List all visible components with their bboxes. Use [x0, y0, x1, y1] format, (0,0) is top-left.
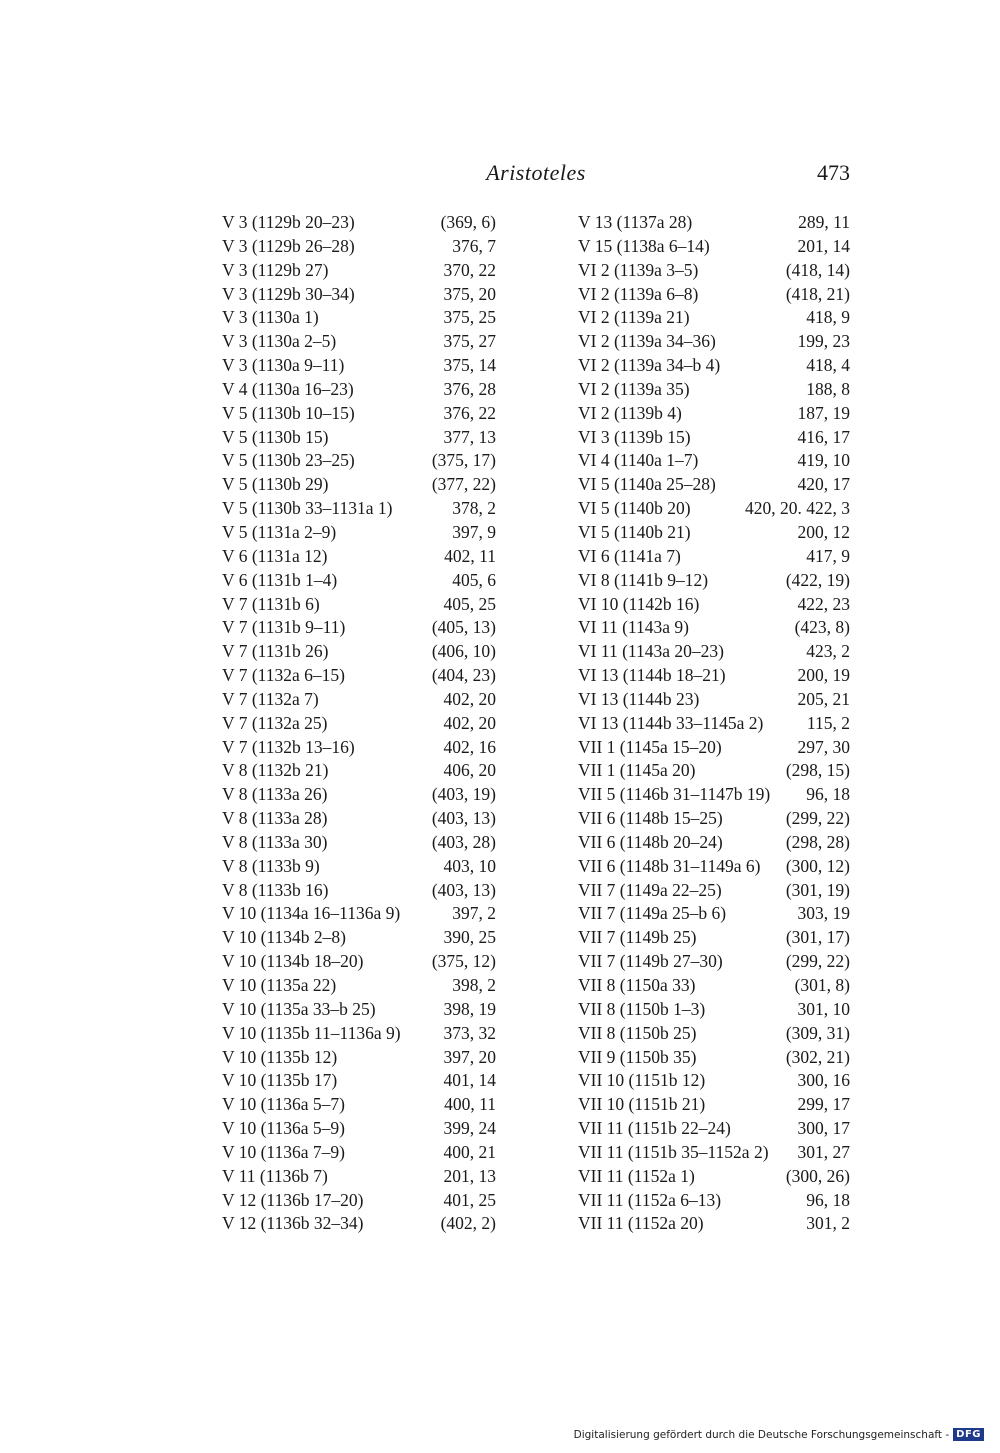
entry-reference: V 10 (1135a 22) — [222, 975, 337, 995]
index-entry — [222, 1070, 496, 1094]
entry-location: 398, 2 — [452, 975, 496, 995]
entry-reference: V 3 (1130a 1) — [222, 307, 319, 328]
entry-reference: VI 2 (1139a 6–8) — [578, 283, 699, 304]
entry-reference: V 15 (1138a 6–14) — [578, 235, 710, 256]
entry-location: (406, 10) — [431, 641, 496, 662]
index-entry — [578, 975, 850, 999]
entry-reference: VI 3 (1139b 15) — [578, 426, 691, 447]
entry-reference: V 5 (1130b 29) — [222, 474, 329, 495]
entry-reference: V 8 (1132b 21) — [222, 760, 329, 781]
entry-reference: VI 10 (1142b 16) — [578, 593, 700, 614]
entry-location: 397, 9 — [452, 521, 496, 542]
entry-location: (377, 22) — [431, 474, 496, 495]
index-entry — [578, 760, 850, 784]
entry-location: 403, 10 — [443, 855, 496, 876]
entry-location: 419, 10 — [797, 450, 850, 471]
footer-text: Digitalisierung gefördert durch die Deutsche Forschungsgemeinschaft - — [573, 1428, 950, 1441]
index-entry — [578, 331, 850, 355]
index-entry — [222, 1190, 496, 1214]
entry-location: 300, 16 — [797, 1070, 850, 1091]
entry-reference: VI 2 (1139a 34–b 4) — [578, 355, 721, 376]
entry-reference: V 6 (1131a 12) — [222, 545, 328, 566]
entry-reference: V 11 (1136b 7) — [222, 1165, 328, 1186]
index-entry — [578, 1213, 850, 1237]
index-entry — [578, 260, 850, 284]
index-entry — [222, 760, 496, 784]
entry-reference: V 10 (1136a 7–9) — [222, 1141, 345, 1162]
index-entry — [578, 1023, 850, 1047]
entry-reference: VI 2 (1139a 3–5) — [578, 259, 699, 280]
entry-reference: V 6 (1131b 1–4) — [222, 569, 338, 590]
entry-location: (301, 17) — [785, 927, 850, 948]
entry-reference: VII 6 (1148b 31–1149a 6) — [578, 855, 761, 876]
entry-reference: VII 10 (1151b 12) — [578, 1070, 706, 1091]
index-entry — [578, 665, 850, 689]
entry-location: 402, 11 — [444, 545, 496, 566]
entry-location: (403, 19) — [431, 784, 496, 805]
index-entry — [578, 498, 850, 522]
index-entry — [578, 617, 850, 641]
entry-reference: VII 5 (1146b 31–1147b 19) — [578, 784, 771, 805]
entry-location: 402, 16 — [443, 736, 496, 757]
entry-location: 370, 22 — [443, 259, 496, 280]
entry-reference: V 10 (1135a 33–b 25) — [222, 998, 376, 1019]
index-entry — [222, 951, 496, 975]
entry-location: 299, 17 — [797, 1094, 850, 1115]
entry-location: 375, 25 — [443, 307, 496, 328]
entry-reference: VI 11 (1143a 20–23) — [578, 641, 724, 662]
index-entry — [222, 1047, 496, 1071]
entry-reference: VII 6 (1148b 20–24) — [578, 831, 723, 852]
entry-reference: V 7 (1132a 25) — [222, 712, 328, 733]
index-entry — [222, 522, 496, 546]
index-entry — [578, 1070, 850, 1094]
entry-location: (299, 22) — [785, 808, 850, 829]
entry-reference: V 5 (1130b 33–1131a 1) — [222, 498, 393, 519]
digitization-footer — [574, 1428, 984, 1441]
entry-location: 301, 2 — [806, 1213, 850, 1234]
index-entry — [222, 594, 496, 618]
entry-reference: V 10 (1136a 5–9) — [222, 1118, 345, 1139]
entry-location: 377, 13 — [443, 426, 496, 447]
index-entry — [578, 1142, 850, 1166]
index-entry — [222, 546, 496, 570]
entry-location: 376, 7 — [452, 235, 496, 256]
entry-location: 406, 20 — [443, 760, 496, 781]
index-entry — [222, 498, 496, 522]
entry-reference: VII 6 (1148b 15–25) — [578, 808, 723, 829]
index-entry — [222, 427, 496, 451]
entry-location: (405, 13) — [431, 617, 496, 638]
entry-reference: V 8 (1133b 9) — [222, 855, 320, 876]
entry-location: 420, 20. 422, 3 — [745, 498, 850, 519]
index-entry — [578, 474, 850, 498]
entry-location: (418, 14) — [785, 259, 850, 280]
index-entry — [578, 450, 850, 474]
entry-reference: V 8 (1133a 26) — [222, 784, 328, 805]
entry-location: (302, 21) — [785, 1046, 850, 1067]
index-entry — [222, 617, 496, 641]
entry-reference: V 10 (1134a 16–1136a 9) — [222, 903, 401, 924]
entry-reference: V 4 (1130a 16–23) — [222, 378, 354, 399]
entry-location: 96, 18 — [806, 784, 850, 805]
index-entry — [578, 880, 850, 904]
entry-reference: V 10 (1134b 18–20) — [222, 951, 364, 972]
index-entry — [578, 903, 850, 927]
entry-location: 188, 8 — [806, 378, 850, 399]
index-entry — [222, 474, 496, 498]
entry-location: 199, 23 — [797, 331, 850, 352]
entry-location: 300, 17 — [797, 1118, 850, 1139]
index-entry — [222, 355, 496, 379]
entry-reference: VI 13 (1144b 18–21) — [578, 665, 726, 686]
index-entry — [222, 1142, 496, 1166]
entry-location: (298, 28) — [785, 831, 850, 852]
index-entry — [222, 927, 496, 951]
index-entry — [222, 975, 496, 999]
entry-location: (422, 19) — [785, 569, 850, 590]
entry-reference: VII 7 (1149b 27–30) — [578, 951, 723, 972]
index-entry — [222, 880, 496, 904]
entry-reference: V 3 (1129b 20–23) — [222, 212, 355, 232]
entry-reference: VII 8 (1150a 33) — [578, 975, 696, 995]
entry-reference: VI 5 (1140b 21) — [578, 521, 691, 542]
entry-location: (375, 17) — [431, 450, 496, 471]
entry-location: 303, 19 — [797, 903, 850, 924]
index-entry — [222, 1166, 496, 1190]
index-entry — [222, 737, 496, 761]
index-entry — [578, 689, 850, 713]
entry-reference: V 3 (1129b 30–34) — [222, 283, 355, 304]
entry-reference: VII 7 (1149a 22–25) — [578, 879, 722, 900]
index-entry — [222, 832, 496, 856]
entry-location: (298, 15) — [785, 760, 850, 781]
entry-location: (299, 22) — [785, 951, 850, 972]
entry-reference: VII 8 (1150b 1–3) — [578, 998, 706, 1019]
entry-location: 418, 4 — [806, 355, 850, 376]
entry-location: (402, 2) — [440, 1213, 496, 1234]
entry-reference: V 5 (1130b 23–25) — [222, 450, 355, 471]
index-entry — [222, 403, 496, 427]
entry-reference: V 3 (1130a 9–11) — [222, 355, 345, 376]
entry-location: 96, 18 — [806, 1189, 850, 1210]
entry-location: 375, 20 — [443, 283, 496, 304]
index-entry — [578, 594, 850, 618]
index-column-left — [222, 212, 496, 1237]
entry-location: 201, 14 — [797, 235, 850, 256]
entry-reference: V 5 (1130b 15) — [222, 426, 329, 447]
index-entry — [578, 999, 850, 1023]
index-entry — [222, 331, 496, 355]
index-entry — [578, 546, 850, 570]
entry-reference: VII 1 (1145a 20) — [578, 760, 696, 781]
entry-location: 301, 10 — [797, 998, 850, 1019]
entry-reference: V 12 (1136b 32–34) — [222, 1213, 364, 1234]
entry-location: (369, 6) — [440, 212, 496, 232]
entry-location: 417, 9 — [806, 545, 850, 566]
entry-reference: V 8 (1133a 28) — [222, 808, 328, 829]
entry-reference: V 7 (1132a 6–15) — [222, 665, 345, 686]
running-title: Aristoteles — [486, 160, 586, 185]
entry-location: 115, 2 — [806, 712, 850, 733]
entry-location: 187, 19 — [797, 402, 850, 423]
entry-reference: VII 11 (1152a 1) — [578, 1165, 695, 1186]
index-entry — [578, 212, 850, 236]
entry-location: 289, 11 — [798, 212, 850, 232]
entry-location: 376, 28 — [443, 378, 496, 399]
index-entry — [222, 379, 496, 403]
entry-location: 420, 17 — [797, 474, 850, 495]
entry-location: (309, 31) — [785, 1022, 850, 1043]
index-entry — [578, 641, 850, 665]
entry-location: 373, 32 — [443, 1022, 496, 1043]
index-entry — [222, 1213, 496, 1237]
index-entry — [578, 737, 850, 761]
index-entry — [578, 1118, 850, 1142]
entry-reference: V 10 (1136a 5–7) — [222, 1094, 345, 1115]
index-entry — [222, 689, 496, 713]
index-entry — [578, 522, 850, 546]
index-entry — [222, 665, 496, 689]
entry-reference: V 3 (1129b 27) — [222, 259, 329, 280]
entry-reference: VI 13 (1144b 33–1145a 2) — [578, 712, 764, 733]
entry-reference: VI 2 (1139a 35) — [578, 378, 690, 399]
entry-reference: V 13 (1137a 28) — [578, 212, 693, 232]
index-entry — [578, 1190, 850, 1214]
index-column-right — [578, 212, 850, 1237]
entry-location: 405, 6 — [452, 569, 496, 590]
index-entry — [578, 784, 850, 808]
entry-reference: V 12 (1136b 17–20) — [222, 1189, 364, 1210]
index-entry — [222, 284, 496, 308]
entry-reference: V 7 (1132a 7) — [222, 688, 319, 709]
entry-location: 205, 21 — [797, 688, 850, 709]
index-entry — [578, 1094, 850, 1118]
index-entry — [578, 236, 850, 260]
page-header — [222, 160, 850, 194]
entry-location: 416, 17 — [797, 426, 850, 447]
entry-location: 401, 14 — [443, 1070, 496, 1091]
entry-reference: V 8 (1133b 16) — [222, 879, 329, 900]
entry-reference: V 5 (1130b 10–15) — [222, 402, 355, 423]
entry-location: 399, 24 — [443, 1118, 496, 1139]
entry-location: (403, 13) — [431, 879, 496, 900]
entry-location: (301, 8) — [794, 975, 850, 995]
index-entry — [578, 713, 850, 737]
index-entry — [222, 903, 496, 927]
index-entry — [578, 355, 850, 379]
entry-reference: VI 4 (1140a 1–7) — [578, 450, 699, 471]
entry-reference: V 10 (1135b 11–1136a 9) — [222, 1022, 401, 1043]
entry-location: 402, 20 — [443, 712, 496, 733]
index-entry — [222, 307, 496, 331]
entry-reference: VI 11 (1143a 9) — [578, 617, 689, 638]
entry-location: 200, 12 — [797, 521, 850, 542]
entry-reference: V 7 (1131b 26) — [222, 641, 329, 662]
entry-location: (418, 21) — [785, 283, 850, 304]
entry-reference: VI 2 (1139b 4) — [578, 402, 682, 423]
entry-location: 398, 19 — [443, 998, 496, 1019]
index-entry — [578, 427, 850, 451]
entry-location: 397, 20 — [443, 1046, 496, 1067]
entry-location: 400, 11 — [444, 1094, 496, 1115]
entry-reference: VII 11 (1152a 6–13) — [578, 1189, 722, 1210]
index-entry — [578, 307, 850, 331]
entry-reference: VI 5 (1140a 25–28) — [578, 474, 716, 495]
entry-reference: VII 1 (1145a 15–20) — [578, 736, 722, 757]
entry-location: 390, 25 — [443, 927, 496, 948]
entry-reference: VI 6 (1141a 7) — [578, 545, 681, 566]
entry-location: (403, 13) — [431, 808, 496, 829]
entry-reference: VII 8 (1150b 25) — [578, 1022, 697, 1043]
entry-reference: VI 5 (1140b 20) — [578, 498, 691, 519]
index-entry — [222, 856, 496, 880]
entry-location: (403, 28) — [431, 831, 496, 852]
entry-reference: V 7 (1132b 13–16) — [222, 736, 355, 757]
entry-location: 376, 22 — [443, 402, 496, 423]
entry-location: 375, 27 — [443, 331, 496, 352]
index-entry — [222, 1023, 496, 1047]
index-entry — [222, 999, 496, 1023]
entry-reference: VI 13 (1144b 23) — [578, 688, 700, 709]
entry-location: 405, 25 — [443, 593, 496, 614]
entry-reference: VII 7 (1149b 25) — [578, 927, 697, 948]
entry-location: (300, 26) — [785, 1165, 850, 1186]
index-entry — [578, 570, 850, 594]
entry-reference: VII 11 (1151b 22–24) — [578, 1118, 731, 1139]
entry-location: 301, 27 — [797, 1141, 850, 1162]
index-entry — [578, 379, 850, 403]
index-entry — [222, 260, 496, 284]
entry-location: 402, 20 — [443, 688, 496, 709]
entry-reference: VI 2 (1139a 34–36) — [578, 331, 716, 352]
index-entry — [222, 713, 496, 737]
dfg-logo: DFG — [953, 1428, 984, 1441]
entry-reference: VI 2 (1139a 21) — [578, 307, 690, 328]
index-entry — [222, 808, 496, 832]
index-entry — [578, 1047, 850, 1071]
index-entry — [222, 450, 496, 474]
entry-reference: V 3 (1130a 2–5) — [222, 331, 337, 352]
index-entry — [222, 570, 496, 594]
index-entry — [222, 1118, 496, 1142]
entry-location: 397, 2 — [452, 903, 496, 924]
entry-reference: VII 9 (1150b 35) — [578, 1046, 697, 1067]
entry-location: (300, 12) — [785, 855, 850, 876]
index-entry — [578, 284, 850, 308]
entry-location: 401, 25 — [443, 1189, 496, 1210]
index-entry — [578, 1166, 850, 1190]
entry-location: (375, 12) — [431, 951, 496, 972]
entry-reference: V 3 (1129b 26–28) — [222, 235, 355, 256]
index-entry — [578, 927, 850, 951]
entry-location: 378, 2 — [452, 498, 496, 519]
entry-reference: VII 11 (1152a 20) — [578, 1213, 704, 1234]
entry-reference: VII 7 (1149a 25–b 6) — [578, 903, 727, 924]
entry-reference: VII 10 (1151b 21) — [578, 1094, 706, 1115]
entry-location: 201, 13 — [443, 1165, 496, 1186]
entry-location: 418, 9 — [806, 307, 850, 328]
entry-location: 297, 30 — [797, 736, 850, 757]
entry-reference: V 7 (1131b 9–11) — [222, 617, 346, 638]
page-number: 473 — [817, 160, 850, 185]
index-entry — [578, 403, 850, 427]
entry-location: 423, 2 — [806, 641, 850, 662]
entry-reference: V 10 (1135b 12) — [222, 1046, 338, 1067]
entry-location: 400, 21 — [443, 1141, 496, 1162]
entry-reference: VI 8 (1141b 9–12) — [578, 569, 709, 590]
entry-reference: V 7 (1131b 6) — [222, 593, 320, 614]
entry-location: (423, 8) — [794, 617, 850, 638]
index-entry — [578, 808, 850, 832]
index-entry — [222, 641, 496, 665]
index-entry — [578, 951, 850, 975]
entry-location: 200, 19 — [797, 665, 850, 686]
entry-reference: V 8 (1133a 30) — [222, 831, 328, 852]
index-entry — [222, 1094, 496, 1118]
entry-location: 375, 14 — [443, 355, 496, 376]
entry-location: (301, 19) — [785, 879, 850, 900]
entry-reference: V 10 (1134b 2–8) — [222, 927, 346, 948]
entry-reference: V 5 (1131a 2–9) — [222, 521, 337, 542]
entry-location: (404, 23) — [431, 665, 496, 686]
entry-location: 422, 23 — [797, 593, 850, 614]
index-entry — [222, 236, 496, 260]
index-entry — [222, 784, 496, 808]
index-entry — [578, 856, 850, 880]
index-entry — [578, 832, 850, 856]
entry-reference: VII 11 (1151b 35–1152a 2) — [578, 1141, 769, 1162]
index-entry — [222, 212, 496, 236]
entry-reference: V 10 (1135b 17) — [222, 1070, 338, 1091]
